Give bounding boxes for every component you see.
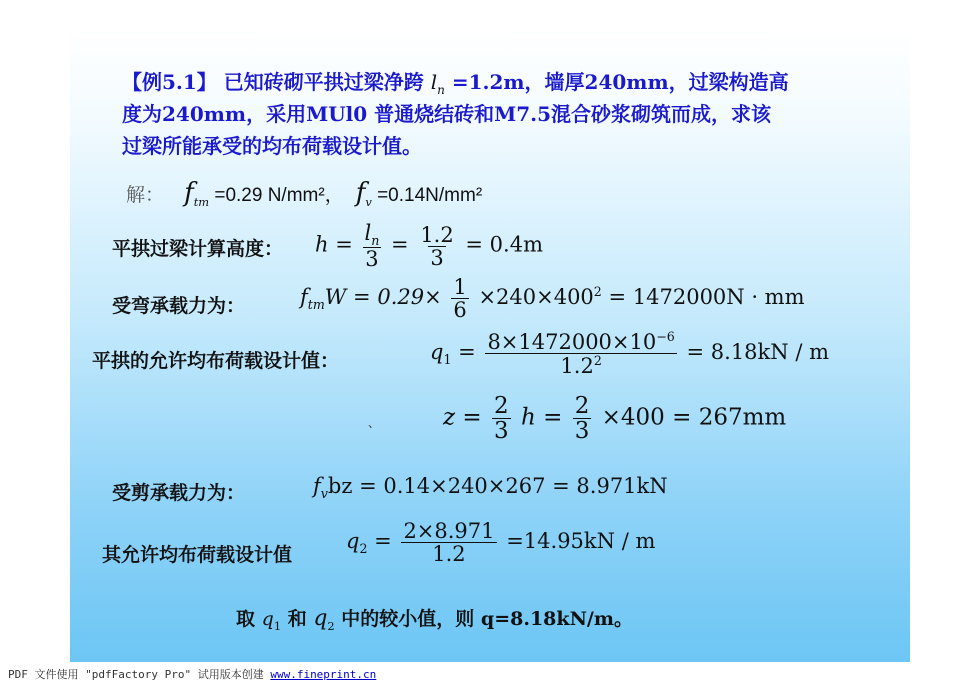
- problem-line-1: 【例5.1】 已知砖砌平拱过梁净跨 $l_n =1.2m$，墙厚240mm，过梁构造高: [122, 70, 789, 97]
- height-formula: h = $\frac{l_n}{3}$ = $\frac{1.2}{3}$ = 0.4m: [315, 221, 543, 272]
- shear-formula: $f_vbz = 0.14\times 240\times 267 = 8.971kN$: [313, 474, 668, 502]
- bending-formula: $f_{tm}W = 0.29\times$ $\frac{1}{6}$ $\times 240\times 400^2 = 1472000N$ · mm: [300, 275, 805, 323]
- stray-mark: 、: [368, 416, 381, 430]
- fraction: $\frac{2}{3}$: [574, 393, 590, 445]
- problem-line-2: 度为240mm，采用MUl0 普通烧结砖和M7.5混合砂浆砌筑而成，求该: [122, 102, 772, 126]
- conclusion: 取 $q_1$ 和 $q_2$ 中的较小值，则 q=8.18kN/m。: [236, 606, 633, 633]
- footer-link[interactable]: www.fineprint.cn: [270, 668, 377, 681]
- fraction: $\frac{l_n}{3}$: [364, 221, 380, 272]
- fraction: $\frac{1}{6}$: [453, 275, 467, 323]
- z-formula: z = $\frac{2}{3}$ h = $\frac{2}{3}$ ×400 = 267mm: [443, 393, 787, 445]
- q1-formula: $q_1$ = $\frac{8\times 1472000\times 10^{-6}}{1.2^2}$ = 8.18kN / m: [430, 329, 829, 379]
- problem-line-3: 过梁所能承受的均布荷载设计值。: [122, 134, 422, 158]
- solution-given: 解： $f_{tm} =0.29$ N/mm²， $f_v =0.14N/mm^2$: [126, 178, 483, 209]
- fraction: $\frac{1.2}{3}$: [420, 222, 454, 270]
- fraction: $\frac{8\times 1472000\times 10^{-6}}{1.2^2}$: [487, 329, 675, 379]
- shear-label: 受剪承载力为：: [112, 482, 246, 504]
- pdf-footer: PDF 文件使用 "pdfFactory Pro" 试用版本创建 www.fineprint.cn: [8, 668, 377, 681]
- fraction: $\frac{2}{3}$: [494, 393, 509, 445]
- bending-label: 受弯承载力为：: [112, 295, 246, 317]
- q2-label: 其允许均布荷载设计值: [102, 544, 293, 566]
- fraction: $\frac{2\times 8.971}{1.2}$: [403, 519, 495, 567]
- q1-label: 平拱的允许均布荷载设计值：: [92, 350, 340, 372]
- height-label: 平拱过梁计算高度：: [112, 238, 284, 260]
- q2-formula: $q_2$ = $\frac{2\times 8.971}{1.2}$ =14.95kN / m: [346, 519, 656, 567]
